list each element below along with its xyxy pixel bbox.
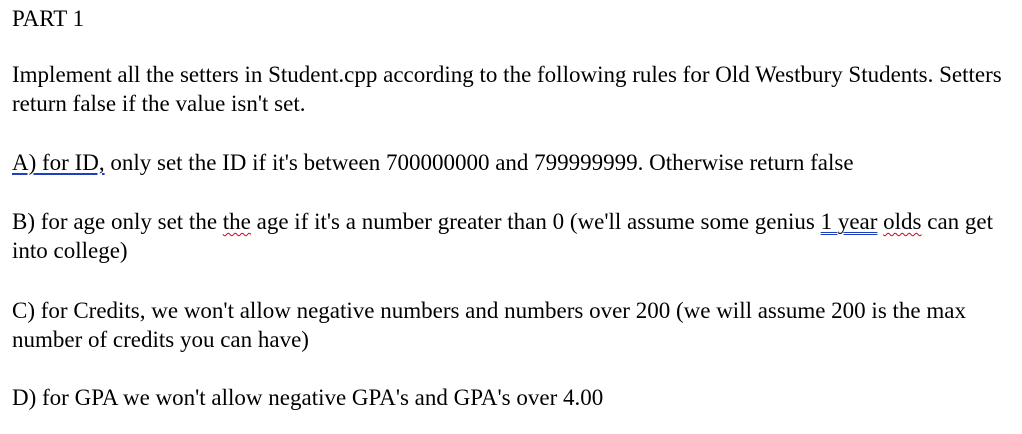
rule-a-text: only set the ID if it's between 700000000 and 799999999. Otherwise return false: [104, 150, 854, 175]
rule-a-marked-text: A) for ID,: [12, 150, 105, 175]
rule-b-text-1: B) for age only set the: [12, 209, 223, 234]
section-heading: PART 1: [12, 6, 85, 31]
rule-b-text-2: age if it's a number greater than 0 (we'll assume some genius: [250, 209, 821, 234]
rule-a-paragraph: [12, 148, 1012, 177]
rule-b-text-4: can get into college): [12, 209, 994, 263]
rule-b-misspelled-word: olds: [883, 209, 922, 234]
rule-c-paragraph: C) for Credits, we won't allow negative numbers and numbers over 200 (we will assume 200 is the max number of credits you can have): [12, 298, 966, 352]
rule-b-marked-phrase: 1 year: [820, 209, 878, 234]
rule-d-paragraph: D) for GPA we won't allow negative GPA's and GPA's over 4.00: [12, 385, 604, 410]
intro-paragraph: Implement all the setters in Student.cpp according to the following rules for Old Westbury Students. Setters return false if the value isn't set.: [12, 62, 1002, 116]
rule-b-paragraph: [12, 207, 1012, 265]
rule-b-repeated-word: the: [222, 209, 251, 234]
